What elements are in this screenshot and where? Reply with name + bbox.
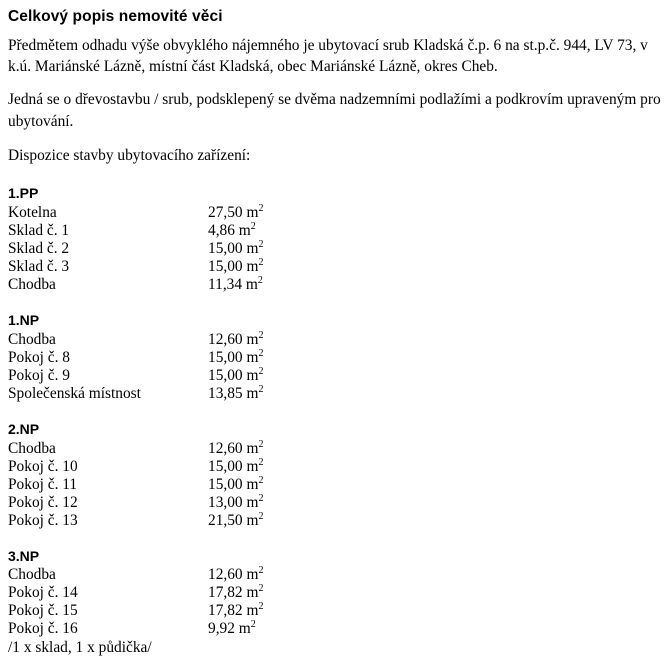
room-name-cell: Chodba xyxy=(8,439,56,457)
room-name-cell: Kotelna xyxy=(8,203,57,221)
room-area-cell xyxy=(208,440,348,458)
room-area-value: 4,86 xyxy=(208,221,235,239)
room-area-unit-exponent: 2 xyxy=(257,274,263,286)
section-list xyxy=(0,167,669,638)
table-row xyxy=(8,222,348,240)
intro-paragraph-1: Předmětem odhadu výše obvyklého nájemného je ubytovací srub Kladská č.p. 6 na st.p.č. 944, LV 73, v k.ú. Mariánské Lázně, místní část Kladská, obec Mariánské Lázně, okres Cheb. xyxy=(8,36,648,76)
room-name-cell: Pokoj č. 15 xyxy=(8,602,78,620)
room-area-cell xyxy=(208,494,348,512)
room-area-cell xyxy=(208,276,348,294)
room-area-cell xyxy=(208,512,348,530)
room-area-unit: $m^2$ xyxy=(242,274,263,293)
table-row xyxy=(8,512,348,530)
room-area-value: 15,00 xyxy=(208,366,243,384)
room-area-cell xyxy=(208,385,348,403)
section-heading: 1.PP xyxy=(8,184,39,201)
room-area-cell xyxy=(208,566,348,584)
room-area-unit-exponent: 2 xyxy=(258,383,264,395)
room-area-cell xyxy=(208,458,348,476)
room-area-table xyxy=(8,566,348,638)
room-name-cell: Sklad č. 2 xyxy=(8,239,70,257)
room-area-value: 15,00 xyxy=(208,348,243,366)
room-area-unit: $m^2$ xyxy=(234,619,256,638)
room-area-unit: $m^2$ xyxy=(242,347,264,366)
room-area-cell xyxy=(208,367,348,385)
room-area-table xyxy=(8,331,348,403)
room-area-cell xyxy=(208,331,348,349)
room-name-cell: Pokoj č. 12 xyxy=(8,493,78,511)
room-area-value: 11,34 xyxy=(208,275,243,293)
table-row xyxy=(8,458,348,476)
room-area-unit: $m^2$ xyxy=(242,365,264,384)
room-area-cell xyxy=(208,204,348,222)
room-name-cell: Sklad č. 3 xyxy=(8,257,70,275)
table-row xyxy=(8,440,348,458)
room-name-cell: Pokoj č. 8 xyxy=(8,348,70,366)
room-area-cell xyxy=(208,349,348,367)
room-area-cell xyxy=(208,240,348,258)
room-area-cell xyxy=(208,222,348,240)
room-area-unit-exponent: 2 xyxy=(258,474,264,486)
table-row xyxy=(8,204,348,222)
room-area-unit-exponent: 2 xyxy=(258,510,264,522)
room-area-unit-exponent: 2 xyxy=(258,492,264,504)
room-area-unit: $m^2$ xyxy=(242,456,264,475)
room-area-table xyxy=(8,204,348,294)
room-area-unit-exponent: 2 xyxy=(258,238,264,250)
room-area-value: 15,00 xyxy=(208,475,243,493)
section-heading: 3.NP xyxy=(8,547,40,564)
room-area-unit: $m^2$ xyxy=(234,220,256,239)
table-row xyxy=(8,349,348,367)
room-area-cell xyxy=(208,602,348,620)
room-area-unit-exponent: 2 xyxy=(258,583,264,595)
table-row xyxy=(8,494,348,512)
room-area-cell xyxy=(208,258,348,276)
room-area-unit-exponent: 2 xyxy=(258,438,264,450)
room-area-unit: $m^2$ xyxy=(242,256,264,275)
room-name-cell: Pokoj č. 14 xyxy=(8,584,78,602)
room-name-cell: Pokoj č. 11 xyxy=(8,475,78,493)
room-area-unit: $m^2$ xyxy=(242,474,264,493)
room-area-value: 21,50 xyxy=(208,511,243,529)
room-area-value: 15,00 xyxy=(208,257,243,275)
room-name-cell: Sklad č. 1 xyxy=(8,221,70,239)
room-area-unit-exponent: 2 xyxy=(258,256,264,268)
room-area-unit: $m^2$ xyxy=(242,238,264,257)
room-area-unit: $m^2$ xyxy=(242,202,264,221)
room-name-cell: Pokoj č. 13 xyxy=(8,511,78,529)
table-row xyxy=(8,276,348,294)
room-name-cell: Chodba xyxy=(8,330,56,348)
intro-paragraph-2: Jedná se o dřevostavbu / srub, podsklepený se dvěma nadzemními podlažími a podkrovím upraveným pro ubytování. xyxy=(8,91,661,131)
room-area-unit: $m^2$ xyxy=(242,565,264,584)
table-row xyxy=(8,620,348,638)
section-heading: 2.NP xyxy=(8,420,40,437)
room-area-value: 15,00 xyxy=(208,457,243,475)
room-area-unit: $m^2$ xyxy=(242,383,264,402)
table-row xyxy=(8,602,348,620)
room-area-unit-exponent: 2 xyxy=(258,601,264,613)
table-row xyxy=(8,385,348,403)
room-area-value: 12,60 xyxy=(208,439,243,457)
room-area-unit: $m^2$ xyxy=(242,583,264,602)
room-name-cell: Chodba xyxy=(8,566,56,584)
room-area-cell xyxy=(208,584,348,602)
table-row xyxy=(8,566,348,584)
room-area-unit-exponent: 2 xyxy=(250,619,256,631)
room-area-unit-exponent: 2 xyxy=(258,365,264,377)
room-name-cell: Chodba xyxy=(8,275,56,293)
footnote: /1 x sklad, 1 x půdička/ xyxy=(8,639,152,657)
room-area-value: 12,60 xyxy=(208,566,243,584)
room-area-unit: $m^2$ xyxy=(242,601,264,620)
room-name-cell: Společenská místnost xyxy=(8,384,141,402)
room-area-unit-exponent: 2 xyxy=(258,565,264,577)
page-title: Celkový popis nemovité věci xyxy=(8,8,223,25)
room-area-cell xyxy=(208,476,348,494)
room-area-unit-exponent: 2 xyxy=(258,347,264,359)
room-area-value: 12,60 xyxy=(208,330,243,348)
room-area-unit-exponent: 2 xyxy=(258,456,264,468)
room-area-value: 9,92 xyxy=(208,620,235,638)
section-heading: 1.NP xyxy=(8,311,40,328)
room-area-unit: $m^2$ xyxy=(242,438,264,457)
room-area-value: 27,50 xyxy=(208,203,243,221)
room-area-cell xyxy=(208,620,348,638)
table-row xyxy=(8,331,348,349)
room-area-unit-exponent: 2 xyxy=(258,329,264,341)
room-area-unit-exponent: 2 xyxy=(258,202,264,214)
room-area-unit: $m^2$ xyxy=(242,492,264,511)
table-row xyxy=(8,476,348,494)
intro-paragraph-3: Dispozice stavby ubytovacího zařízení: xyxy=(8,147,251,165)
room-name-cell: Pokoj č. 16 xyxy=(8,620,78,638)
room-area-value: 15,00 xyxy=(208,239,243,257)
table-row xyxy=(8,584,348,602)
room-name-cell: Pokoj č. 9 xyxy=(8,366,70,384)
room-area-value: 13,00 xyxy=(208,493,243,511)
room-area-table xyxy=(8,440,348,530)
room-name-cell: Pokoj č. 10 xyxy=(8,457,78,475)
room-area-unit: $m^2$ xyxy=(242,329,264,348)
table-row xyxy=(8,240,348,258)
room-area-value: 17,82 xyxy=(208,602,243,620)
table-row xyxy=(8,367,348,385)
room-area-unit: $m^2$ xyxy=(242,510,264,529)
room-area-value: 13,85 xyxy=(208,384,243,402)
table-row xyxy=(8,258,348,276)
room-area-unit-exponent: 2 xyxy=(250,220,256,232)
room-area-value: 17,82 xyxy=(208,584,243,602)
